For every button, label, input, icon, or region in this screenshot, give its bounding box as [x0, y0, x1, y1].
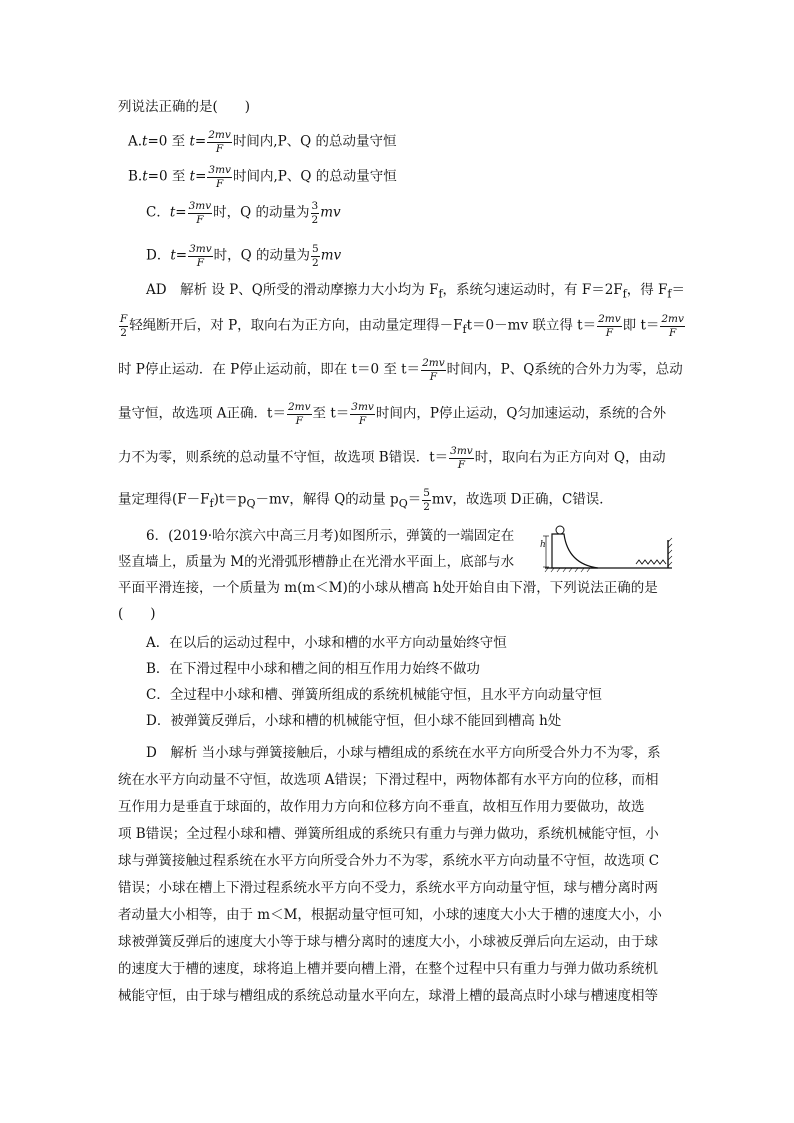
question-6-line: ( ) — [118, 606, 156, 622]
question-6-line: 平面平滑连接，一个质量为 m(m＜M)的小球从槽高 h处开始自由下滑，下列说法正确的是 — [118, 580, 658, 596]
fraction: $\frac{5}{2}$ — [423, 487, 430, 513]
fraction: $\frac{5}{2}$ — [312, 243, 319, 269]
q6-option-d: D．被弹簧反弹后，小球和槽的机械能守恒，但小球不能回到槽高 h处 — [146, 713, 562, 729]
analysis-line: $\frac{F}{2}$ 轻绳断开后，对 P，取向右为正方向，由动量定理得$-F_ft=0-mv$ 联立得 t＝ $\frac{2mv}{F}$ 即 t＝ $\frac{2mv}{F}$ — [120, 313, 684, 339]
question-6-line: 竖直墙上，质量为 M的光滑弧形槽静止在光滑水平面上，底部与水 — [118, 554, 515, 570]
fraction: $\frac{2mv}{F}$ — [598, 313, 621, 339]
q6-analysis-line: 项 B错误；全过程小球和槽、弹簧所组成的系统只有重力与弹力做功，系统机械能守恒，小 — [118, 826, 659, 842]
analysis-line: AD 解析 设 P、Q所受的滑动摩擦力大小均为 $F_f$，系统匀速运动时，有 $F=2F_f$，得 $F_f=$ — [146, 282, 685, 301]
fraction: $\frac{2mv}{F}$ — [661, 313, 684, 339]
q6-analysis-line: 者动量大小相等，由于 m＜M，根据动量守恒可知，小球的速度大小大于槽的速度大小，小 — [118, 907, 662, 923]
q6-analysis-line: 错误；小球在槽上下滑过程系统水平方向不受力，系统水平方向动量守恒，球与槽分离时两 — [118, 880, 658, 896]
option-c: C．t= $\frac{3mv}{F}$ 时，Q 的动量为 $\frac{3}{2}$ mv — [146, 200, 341, 226]
analysis-line: 量守恒，故选项 A正确．t＝ $\frac{2mv}{F}$ 至 t＝ $\frac{3mv}{F}$ 时间内，P停止运动，Q匀加速运动，系统的合外 — [118, 401, 666, 427]
q6-option-b: B．在下滑过程中小球和槽之间的相互作用力始终不做功 — [146, 661, 480, 677]
height-label: h — [540, 540, 546, 550]
fraction: $\frac{F}{2}$ — [120, 313, 128, 339]
fraction: $\frac{3mv}{F}$ — [351, 401, 374, 427]
fraction: $\frac{2mv}{F}$ — [287, 401, 311, 427]
question-6-line: 6．(2019·哈尔滨六中高三月考)如图所示，弹簧的一端固定在 — [146, 528, 515, 544]
q6-analysis-line: D 解析 当小球与弹簧接触后，小球与槽组成的系统在水平方向所受合外力不为零，系 — [146, 745, 661, 761]
q6-analysis-line: 球被弹簧反弹后的速度大小等于球与槽分离时的速度大小，小球被反弹后向左运动，由于球 — [118, 934, 658, 950]
option-a: A.t=0 至 t= $\frac{2mv}{F}$ 时间内,P、Q 的总动量守恒 — [128, 129, 397, 155]
q6-analysis-line: 械能守恒，由于球与槽组成的系统总动量水平向左，球滑上槽的最高点时小球与槽速度相等 — [118, 988, 658, 1004]
fraction: $\frac{2mv}{F}$ — [422, 357, 445, 383]
fraction: $\frac{3mv}{F}$ — [188, 200, 212, 226]
option-b-text: 时间内,P、Q 的总动量守恒 — [232, 168, 397, 185]
fraction: $\frac{3mv}{F}$ — [208, 164, 231, 190]
option-a-label: A. — [128, 133, 143, 150]
option-a-text: 时间内,P、Q 的总动量守恒 — [232, 133, 397, 150]
question-intro: 列说法正确的是( ) — [118, 99, 251, 115]
analysis-line: 力不为零，则系统的总动量不守恒，故选项 B错误．t＝ $\frac{3mv}{F}$ 时，取向右为正方向对 Q，由动 — [118, 445, 666, 471]
q6-analysis-line: 的速度大于槽的速度，球将追上槽并要向槽上滑，在整个过程中只有重力与弹力做功系统机 — [118, 961, 658, 977]
option-b-label: B. — [128, 168, 143, 185]
q6-analysis-line: 统在水平方向动量不守恒，故选项 A错误；下滑过程中，两物体都有水平方向的位移，而相 — [118, 772, 659, 788]
option-b: B.t=0 至 t= $\frac{3mv}{F}$ 时间内,P、Q 的总动量守恒 — [128, 164, 397, 190]
q6-option-a: A．在以后的运动过程中，小球和槽的水平方向动量始终守恒 — [146, 635, 507, 651]
fraction: $\frac{3}{2}$ — [311, 200, 319, 226]
analysis-line: 时 P停止运动．在 P停止运动前，即在 t＝0 至 t＝ $\frac{2mv}{F}$ 时间内，P、Q系统的合外力为零，总动 — [118, 357, 683, 383]
analysis-line: 量定理得$(F-F_f)t=p_Q-mv$，解得 Q的动量 $p_Q=$ $\frac{5}{2}$ mv，故选项 D正确，C错误． — [118, 487, 613, 513]
trough-spring-figure — [540, 524, 676, 574]
q6-analysis-line: 互作用力是垂直于球面的，故作用力方向和位移方向不垂直，故相互作用力要做功，故选 — [118, 799, 645, 815]
fraction: $\frac{2mv}{F}$ — [208, 129, 231, 155]
option-d: D．t= $\frac{3mv}{F}$ 时，Q 的动量为 $\frac{5}{2}$ mv — [146, 243, 342, 269]
q6-option-c: C．全过程中小球和槽、弹簧所组成的系统机械能守恒，且水平方向动量守恒 — [146, 687, 602, 703]
fraction: $\frac{3mv}{F}$ — [189, 243, 212, 269]
fraction: $\frac{3mv}{F}$ — [450, 445, 473, 471]
q6-analysis-line: 球与弹簧接触过程系统在水平方向所受合外力不为零，系统水平方向动量不守恒，故选项 C — [118, 853, 660, 869]
